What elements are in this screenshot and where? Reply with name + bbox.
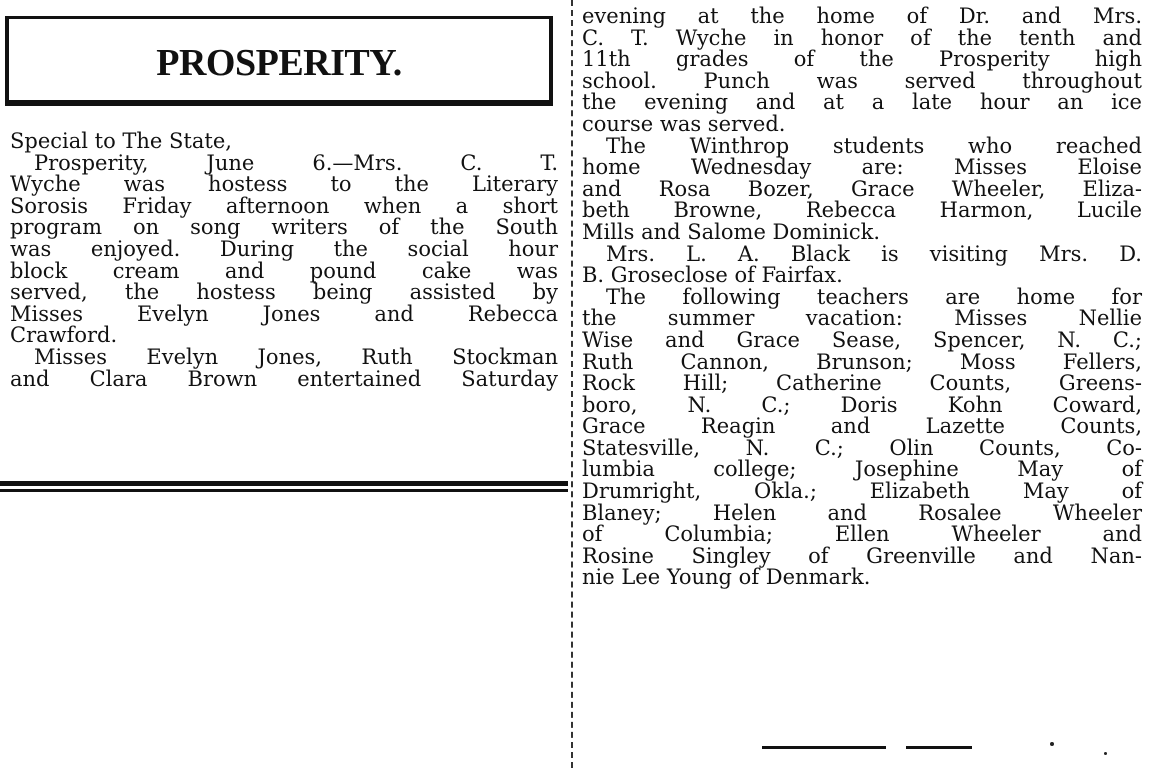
article-line: was enjoyed. During the social hour [10, 236, 558, 261]
article-line: Crawford. [10, 323, 118, 348]
article-line: boro, N. C.; Doris Kohn Coward, [582, 392, 1142, 417]
section-rule-thin [0, 489, 568, 492]
ink-speck [1104, 752, 1107, 755]
column-divider [571, 0, 573, 768]
article-line: Prosperity, June 6.—Mrs. C. T. [34, 150, 558, 175]
article-line: Drumright, Okla.; Elizabeth May of [582, 479, 1142, 504]
article-line: the evening and at a late hour an ice [582, 90, 1142, 115]
article-line: Mrs. L. A. Black is visiting Mrs. D. [606, 241, 1142, 266]
article-line: Misses Evelyn Jones, Ruth Stockman [34, 344, 558, 369]
article-line: Sorosis Friday afternoon when a short [10, 193, 558, 218]
article-line: program on song writers of the South [10, 215, 558, 240]
article-line: Special to The State, [10, 129, 232, 153]
article-line: course was served. [582, 111, 786, 136]
end-of-article-rule [762, 746, 972, 749]
article-line: Wyche was hostess to the Literary [10, 172, 558, 197]
article-line: lumbia college; Josephine May of [582, 457, 1142, 482]
article-line: of Columbia; Ellen Wheeler and [582, 522, 1142, 547]
article-line: 11th grades of the Prosperity high [582, 47, 1142, 72]
right-column-text [582, 6, 1142, 589]
article-line: evening at the home of Dr. and Mrs. [582, 4, 1142, 28]
article-line: Grace Reagin and Lazette Counts, [582, 414, 1142, 439]
section-rule-thick [0, 481, 568, 486]
article-line: Ruth Cannon, Brunson; Moss Fellers, [582, 349, 1142, 374]
article-line: home Wednesday are: Misses Eloise [582, 155, 1142, 180]
ink-speck [1050, 742, 1054, 746]
headline: PROSPERITY. [156, 42, 402, 84]
headline-box [5, 16, 553, 106]
left-column-text [10, 131, 558, 390]
article-line: block cream and pound cake was [10, 258, 558, 283]
article-line: Wise and Grace Sease, Spencer, N. C.; [582, 327, 1142, 352]
article-line: B. Groseclose of Fairfax. [582, 263, 843, 288]
article-line: Statesville, N. C.; Olin Counts, Co- [582, 435, 1142, 460]
article-line: The Winthrop students who reached [606, 133, 1142, 158]
article-line: and Clara Brown entertained Saturday [10, 366, 558, 391]
article-line: Mills and Salome Dominick. [582, 219, 881, 244]
article-line: nie Lee Young of Denmark. [582, 565, 871, 590]
article-line: Misses Evelyn Jones and Rebecca [10, 301, 558, 326]
article-line: and Rosa Bozer, Grace Wheeler, Eliza- [582, 176, 1142, 201]
left-column [0, 0, 568, 768]
article-line: school. Punch was served throughout [582, 68, 1142, 93]
article-line: beth Browne, Rebecca Harmon, Lucile [582, 198, 1142, 223]
end-rule-gap [886, 745, 906, 750]
article-line: the summer vacation: Misses Nellie [582, 306, 1142, 331]
article-line: served, the hostess being assisted by [10, 280, 558, 305]
article-line: Blaney; Helen and Rosalee Wheeler [582, 500, 1142, 525]
article-line: Rock Hill; Catherine Counts, Greens- [582, 371, 1142, 396]
article-line: C. T. Wyche in honor of the tenth and [582, 25, 1142, 50]
article-line: The following teachers are home for [606, 284, 1142, 309]
article-line: Rosine Singley of Greenville and Nan- [582, 543, 1142, 568]
